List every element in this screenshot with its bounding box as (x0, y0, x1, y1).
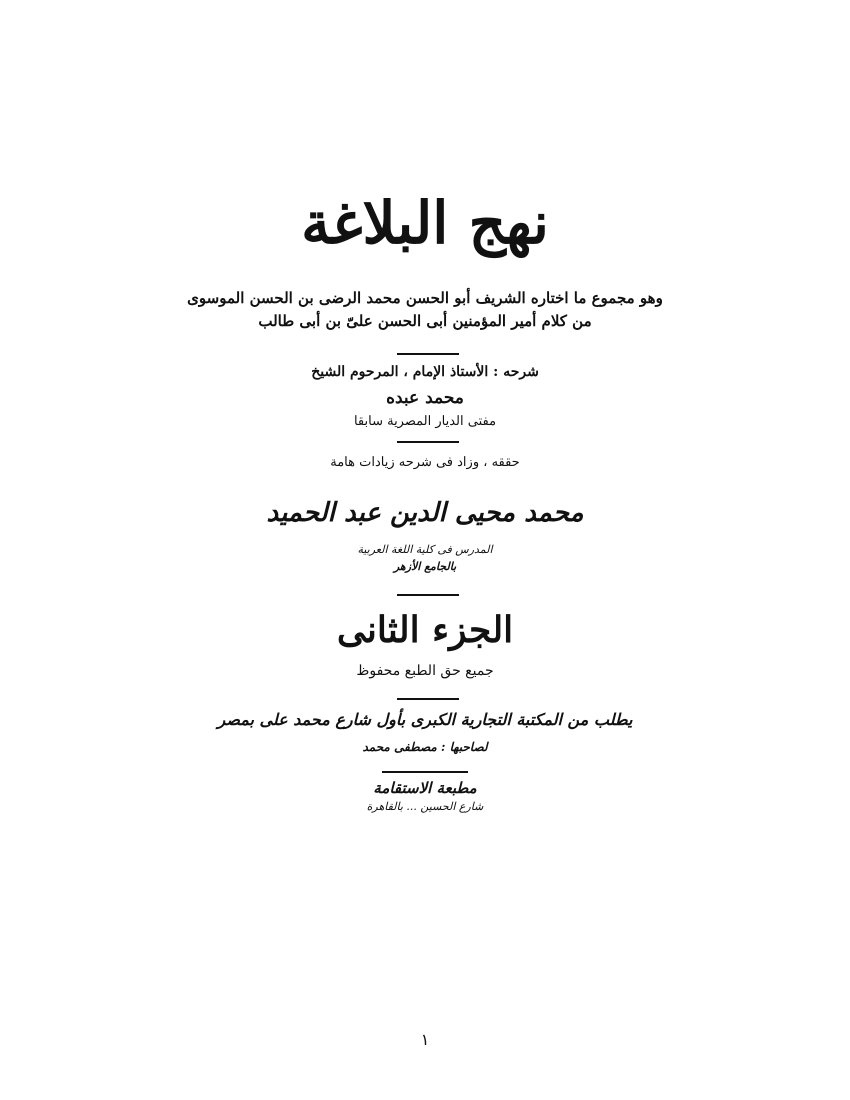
divider (397, 698, 459, 700)
commentator-role: مفتى الديار المصرية سابقا (353, 414, 497, 429)
divider (397, 353, 459, 355)
editor-intro: حققه ، وزاد فى شرحه زيادات هامة (330, 455, 520, 470)
editor-seal-line-1: المدرس فى كلية اللغة العربية (357, 543, 493, 556)
editor-seal-line-2: بالجامع الأزهر (393, 560, 457, 573)
subtitle-line-1: وهو مجموع ما اختاره الشريف أبو الحسن محمد الرضى بن الحسن الموسوى (187, 289, 663, 307)
commentator-name: محمد عبده (386, 388, 464, 408)
divider (397, 594, 459, 596)
press-name: مطبعة الاستقامة (373, 779, 477, 797)
divider (397, 441, 459, 443)
volume-label: الجزء الثانى (336, 609, 514, 651)
publisher-line-2: لصاحبها : مصطفى محمد (362, 740, 488, 754)
editor-seal-name: محمد محيى الدين عبد الحميد (266, 498, 584, 528)
commentary-intro: شرحه : الأستاذ الإمام ، المرحوم الشيخ (311, 364, 539, 380)
page-number: ١ (420, 1030, 430, 1049)
subtitle-line-2: من كلام أمير المؤمنين أبى الحسن علىّ بن أبى طالب (258, 312, 592, 330)
press-address: شارع الحسين ... بالقاهرة (366, 800, 484, 813)
copyright-notice: جميع حق الطبع محفوظ (356, 663, 494, 679)
publisher-line-1: يطلب من المكتبة التجارية الكبرى بأول شارع محمد على بمصر (217, 710, 633, 729)
divider (382, 771, 468, 773)
book-title: نهج البلاغة (301, 189, 549, 257)
